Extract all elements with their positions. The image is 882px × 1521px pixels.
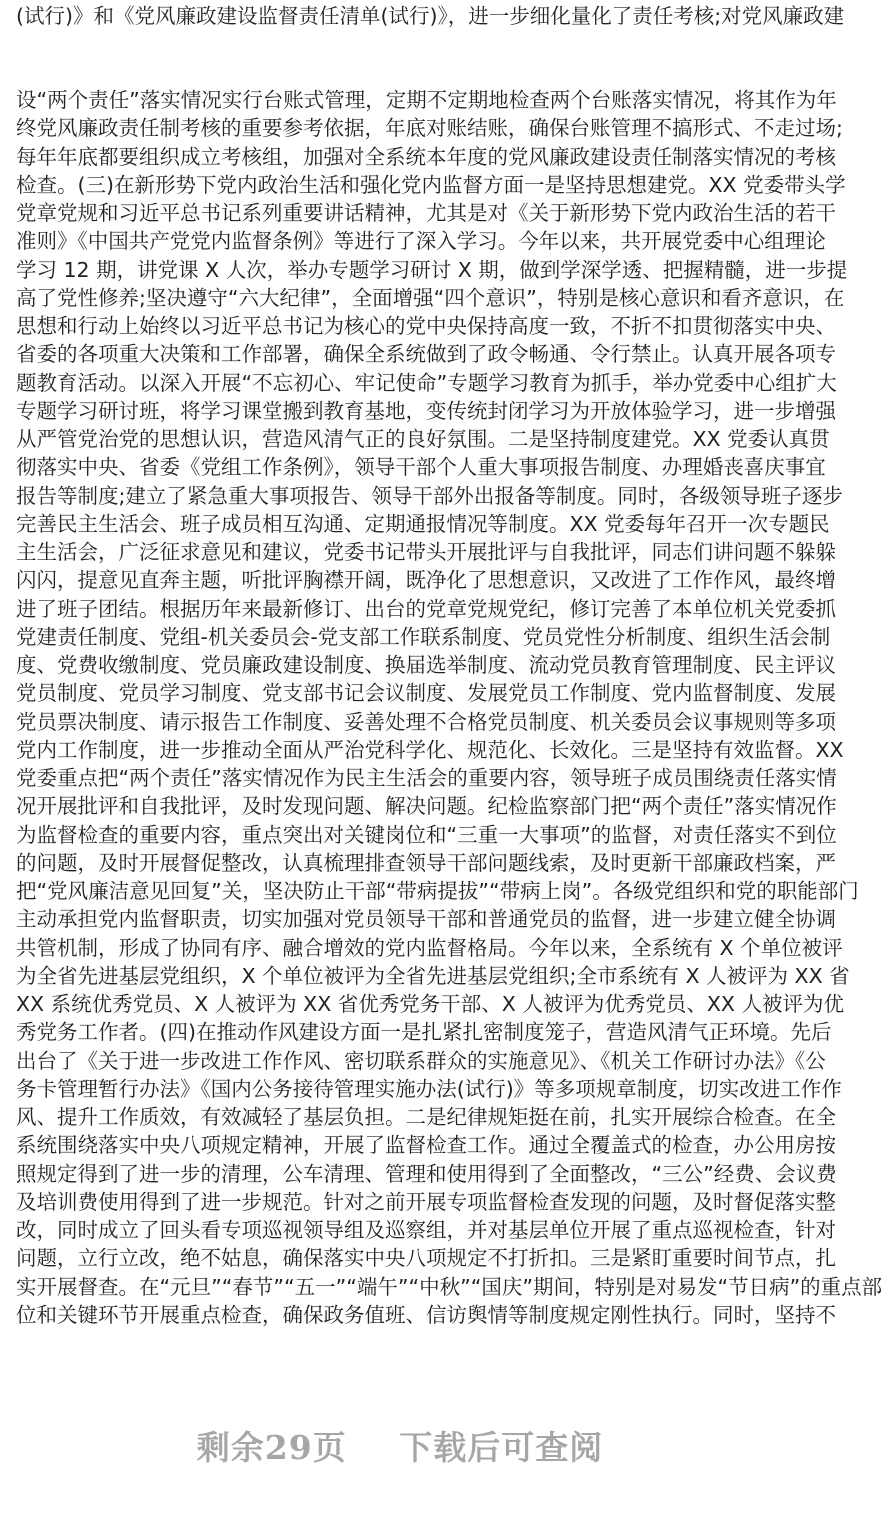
text-line: 位和关键环节开展重点检查，确保政务值班、信访舆情等制度规定刚性执行。同时，坚持不 (16, 1302, 836, 1327)
text-line: 题教育活动。以深入开展“不忘初心、牢记使命”专题学习教育为抓手，举办党委中心组扩大 (16, 370, 837, 395)
remaining-pages-label: 剩余29页 (196, 1428, 347, 1467)
text-line: 党建责任制度、党组-机关委员会-党支部工作联系制度、党员党性分析制度、组织生活会制 (16, 624, 831, 649)
text-line: 风、提升工作质效，有效减轻了基层负担。二是纪律规矩挺在前，扎实开展综合检查。在全 (16, 1105, 836, 1129)
text-line: XX 系统优秀党员、X 人被评为 XX 省优秀党务干部、X 人被评为优秀党员、XX 人被评为优 (16, 992, 844, 1016)
text-line: 终党风廉政责任制考核的重要参考依据，年底对账结账，确保台账管理不搞形式、不走过场; (16, 116, 843, 141)
text-line: 系统围绕落实中央八项规定精神，开展了监督检查工作。通过全覆盖式的检查，办公用房按 (16, 1133, 836, 1158)
text-line: 党委重点把“两个责任”落实情况作为民主生活会的重要内容，领导班子成员围绕责任落实情 (16, 766, 837, 790)
text-line: 进了班子团结。根据历年来最新修订、出台的党章党规党纪，修订完善了本单位机关党委抓 (16, 596, 836, 621)
text-line: 党员票决制度、请示报告工作制度、妥善处理不合格党员制度、机关委员会议事规则等多项 (16, 709, 836, 734)
text-line: 的问题，及时开展督促整改，认真梳理排查领导干部问题线索，及时更新干部廉政档案，严 (16, 850, 836, 875)
text-line: 照规定得到了进一步的清理，公车清理、管理和使用得到了全面整改，“三公”经费、会议费 (16, 1161, 837, 1186)
text-line: 报告等制度;建立了紧急重大事项报告、领导干部外出报备等制度。同时，各级领导班子逐步 (16, 483, 843, 508)
text-line: 闪闪，提意见直奔主题，听批评胸襟开阔，既净化了思想意识，又改进了工作作风，最终增 (16, 568, 836, 593)
text-line: 为监督检查的重要内容，重点突出对关键岗位和“三重一大事项”的监督，对责任落实不到位 (16, 822, 837, 847)
text-line: 实开展督查。在“元旦”“春节”“五一”“端午”“中秋”“国庆”期间，特别是对易发“节日病”的重点部 (16, 1274, 882, 1299)
text-line: 省委的各项重大决策和工作部署，确保全系统做到了政令畅通、令行禁止。认真开展各项专 (16, 342, 836, 367)
text-line: 设“两个责任”落实情况实行台账式管理，定期不定期地检查两个台账落实情况，将其作为年 (16, 88, 837, 112)
text-line: 高了党性修养;坚决遵守“六大纪律”，全面增强“四个意识”，特别是核心意识和看齐意识，在 (16, 285, 845, 310)
document-first-line: (试行)》和《党风廉政建设监督责任清单(试行)》，进一步细化量化了责任考核;对党风廉政建 (16, 4, 845, 28)
text-line: 彻落实中央、省委《党组工作条例》，领导干部个人重大事项报告制度、办理婚丧喜庆事宜 (16, 455, 826, 480)
text-line: 党员制度、党员学习制度、党支部书记会议制度、发展党员工作制度、党内监督制度、发展 (16, 681, 836, 706)
text-line: 为全省先进基层党组织，X 个单位被评为全省先进基层党组织;全市系统有 X 人被评为 XX 省 (16, 963, 850, 988)
text-line: 主生活会，广泛征求意见和建议，党委书记带头开展批评与自我批评，同志们讲问题不躲躲 (16, 540, 836, 564)
text-line: 从严管党治党的思想认识，营造风清气正的良好氛围。二是坚持制度建党。XX 党委认真贯 (16, 427, 830, 451)
download-banner[interactable] (0, 1422, 800, 1469)
text-line: 主动承担党内监督职责，切实加强对党员领导干部和普通党员的监督，进一步建立健全协调 (16, 907, 836, 932)
text-line: 问题，立行立改，绝不姑息，确保落实中央八项规定不打折扣。三是紧盯重要时间节点，扎 (16, 1246, 836, 1271)
text-line: 及培训费使用得到了进一步规范。针对之前开展专项监督检查发现的问题，及时督促落实整 (16, 1189, 836, 1214)
text-line: 每年年底都要组织成立考核组，加强对全系统本年度的党风廉政建设责任制落实情况的考核 (16, 144, 836, 169)
text-line: 共管机制，形成了协同有序、融合增效的党内监督格局。今年以来，全系统有 X 个单位被评 (16, 935, 843, 960)
text-line: 秀党务工作者。(四)在推动作风建设方面一是扎紧扎密制度笼子，营造风清气正环境。先后 (16, 1020, 832, 1045)
text-line: 党章党规和习近平总书记系列重要讲话精神，尤其是对《关于新形势下党内政治生活的若干 (16, 201, 836, 225)
text-line: 况开展批评和自我批评，及时发现问题、解决问题。纪检监察部门把“两个责任”落实情况作 (16, 794, 837, 819)
text-line: 检查。(三)在新形势下党内政治生活和强化党内监督方面一是坚持思想建党。XX 党委带头学 (16, 172, 846, 197)
text-line: 改，同时成立了回头看专项巡视领导组及巡察组，并对基层单位开展了重点巡视检查，针对 (16, 1218, 836, 1242)
text-line: 思想和行动上始终以习近平总书记为核心的党中央保持高度一致，不折不扣贯彻落实中央、 (16, 314, 836, 338)
text-line: 学习 12 期，讲党课 X 人次，举办专题学习研讨 X 期，做到学深学透、把握精髓，进一步提 (16, 257, 848, 282)
text-line: 务卡管理暂行办法》《国内公务接待管理实施办法(试行)》等多项规章制度，切实改进工作作 (16, 1076, 842, 1101)
text-line: 党内工作制度，进一步推动全面从严治党科学化、规范化、长效化。三是坚持有效监督。XX (16, 737, 844, 762)
text-line: 准则》《中国共产党党内监督条例》等进行了深入学习。今年以来，共开展党委中心组理论 (16, 229, 826, 254)
text-line: 完善民主生活会、班子成员相互沟通、定期通报情况等制度。XX 党委每年召开一次专题民 (16, 511, 830, 536)
text-line: 专题学习研讨班，将学习课堂搬到教育基地，变传统封闭学习为开放体验学习，进一步增强 (16, 398, 836, 423)
text-line: 出台了《关于进一步改进工作作风、密切联系群众的实施意见》、《机关工作研讨办法》《公 (16, 1048, 826, 1073)
text-line: 度、党费收缴制度、党员廉政建设制度、换届选举制度、流动党员教育管理制度、民主评议 (16, 653, 836, 677)
download-prompt-label[interactable]: 下载后可查阅 (399, 1428, 604, 1467)
text-line: 把“党风廉洁意见回复”关，坚决防止干部“带病提拔”“带病上岗”。各级党组织和党的职能部门 (16, 879, 859, 903)
